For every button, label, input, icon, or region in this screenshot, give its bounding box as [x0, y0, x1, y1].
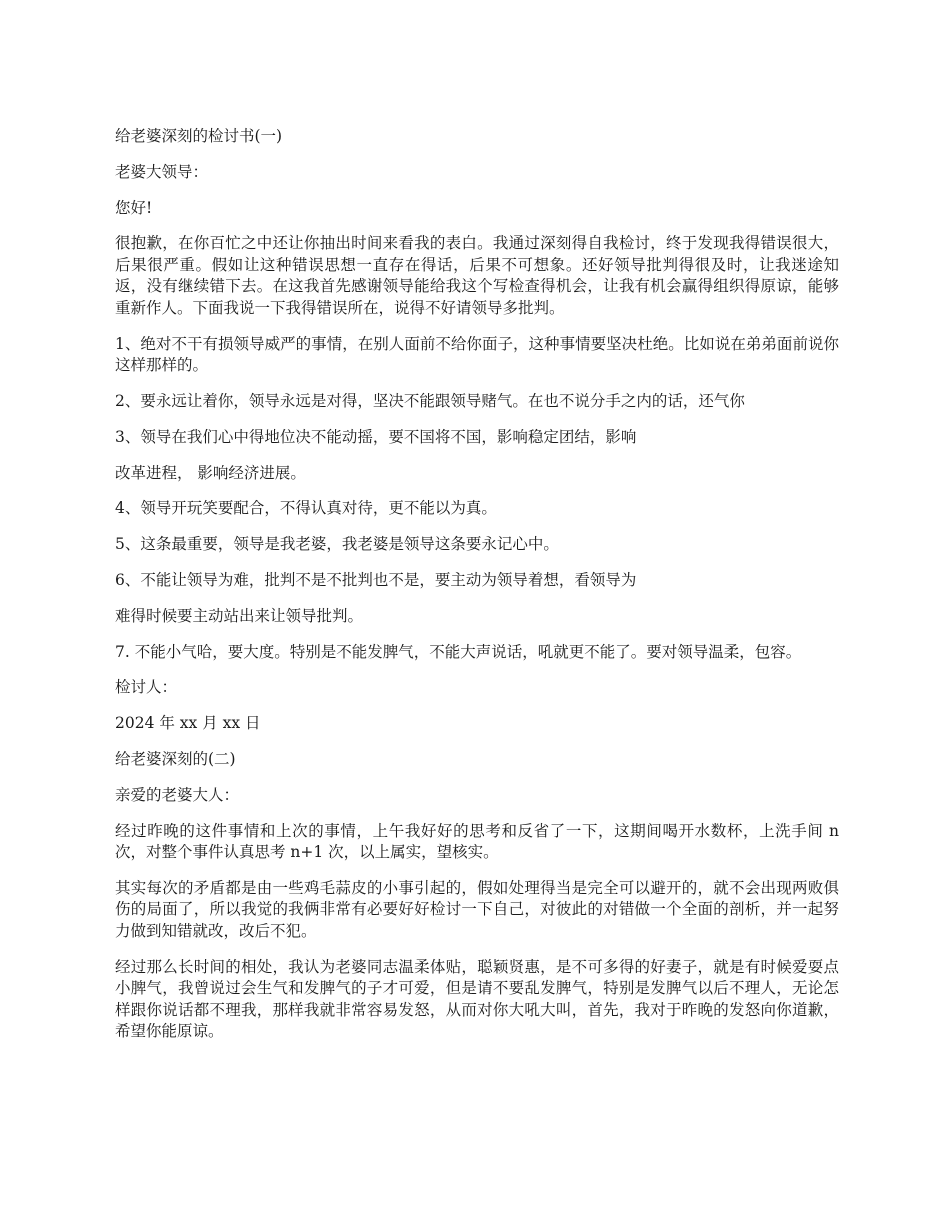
item-6-continued: 难得时候要主动站出来让领导批判。 [115, 606, 364, 625]
body-paragraph-2: 其实每次的矛盾都是由一些鸡毛蒜皮的小事引起的，假如处理得当是完全可以避开的，就不会出现两败俱伤的局面了，所以我觉的我俩非常有必要好好检讨一下自己，对彼此的对错做一个全面的剖析，并一起努力做到知错就改，改后不犯。 [115, 878, 839, 940]
item-2: 2、要永远让着你，领导永远是对得，坚决不能跟领导赌气。在也不说分手之内的话，还气你 [115, 391, 745, 410]
body-paragraph-3: 经过那么长时间的相处，我认为老婆同志温柔体贴，聪颖贤惠，是不可多得的好妻子，就是有时候爱耍点小脾气，我曾说过会生气和发脾气的子才可爱，但是请不要乱发脾气，特别是发脾气以后不理人，无论怎样跟你说话都不理我，那样我就非常容易发怒，从而对你大吼大叫，首先，我对于昨晚的发怒向你道歉，希望你能原谅。 [115, 957, 839, 1041]
body-paragraph-1: 经过昨晚的这件事情和上次的事情，上午我好好的思考和反省了一下，这期间喝开水数杯，上洗手间 n 次，对整个事件认真思考 n+1 次，以上属实，望核实。 [115, 821, 839, 862]
greeting: 您好! [115, 198, 153, 217]
item-6: 6、不能让领导为难，批判不是不批判也不是，要主动为领导着想，看领导为 [115, 570, 637, 589]
salutation-2: 亲爱的老婆大人： [115, 785, 240, 804]
document-page [115, 126, 839, 1057]
date-line: 2024 年 xx 月 xx 日 [115, 714, 261, 733]
salutation-1: 老婆大领导： [115, 162, 209, 181]
intro-paragraph: 很抱歉，在你百忙之中还让你抽出时间来看我的表白。我通过深刻得自我检讨，终于发现我得错误很大，后果很严重。假如让这种错误思想一直存在得话，后果不可想象。还好领导批判得很及时，让我迷途知返，没有继续错下去。在这我首先感谢领导能给我这个写检查得机会，让我有机会赢得组织得原谅，能够重新作人。下面我说一下我得错误所在，说得不好请领导多批判。 [115, 234, 839, 317]
item-3-continued: 改革进程， 影响经济进展。 [115, 463, 306, 482]
item-4: 4、领导开玩笑要配合，不得认真对待，更不能以为真。 [115, 499, 497, 518]
item-1: 1、绝对不干有损领导威严的事情，在别人面前不给你面子，这种事情要坚决杜绝。比如说在弟弟面前说你这样那样的。 [115, 334, 839, 375]
doc-title-1: 给老婆深刻的检讨书(一) [115, 127, 283, 145]
item-5: 5、这条最重要，领导是我老婆，我老婆是领导这条要永记心中。 [115, 535, 559, 554]
doc-title-2: 给老婆深刻的(二) [115, 749, 236, 768]
item-7: 7. 不能小气哈，要大度。特别是不能发脾气，不能大声说话，吼就更不能了。要对领导温柔，包容。 [115, 642, 802, 661]
item-3: 3、领导在我们心中得地位决不能动摇，要不国将不国，影响稳定团结，影响 [115, 427, 637, 446]
signature-label: 检讨人： [115, 678, 178, 697]
